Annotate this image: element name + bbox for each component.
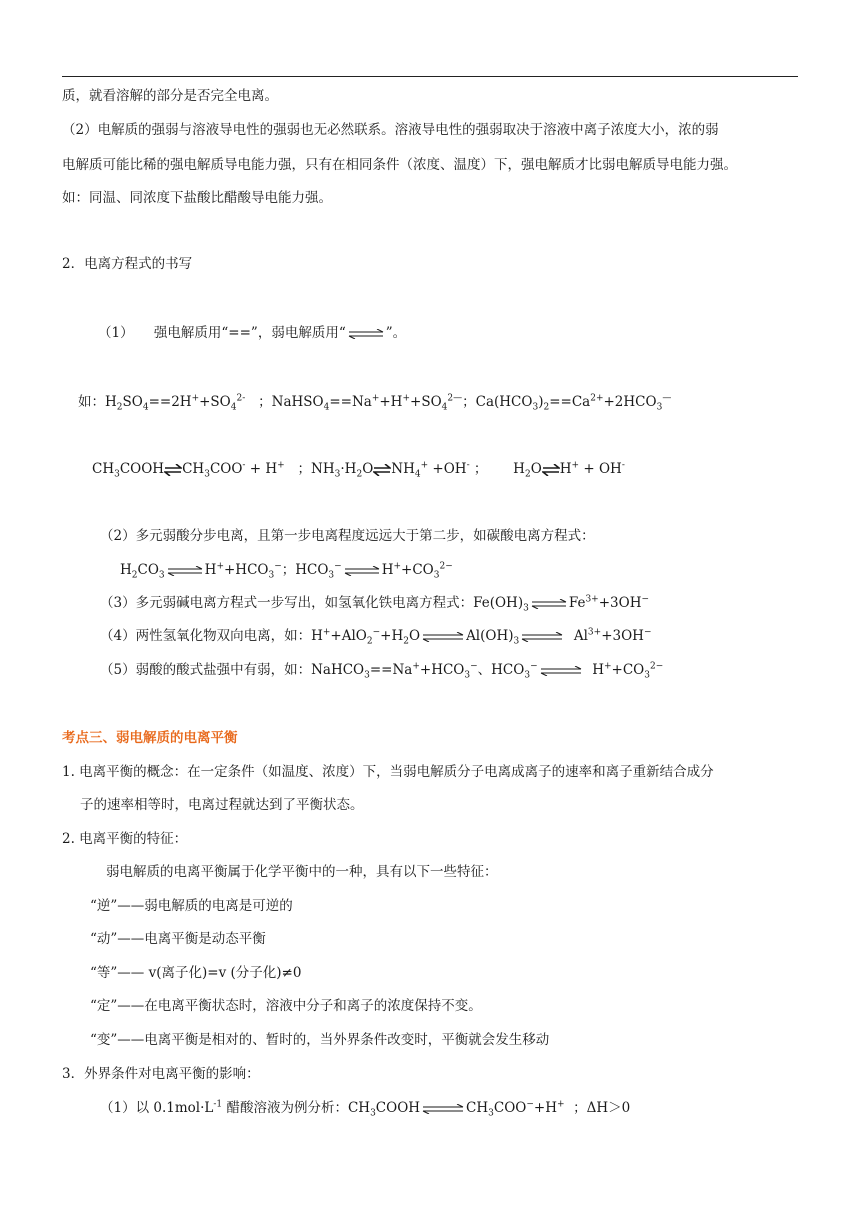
- feature-equal: “等”—— v(离子化)=v (分子化)≠0: [90, 965, 302, 981]
- rule-1-text-end: ”。: [385, 325, 407, 341]
- paragraph-2-line-2: 电解质可能比稀的强电解质导电能力强，只有在相同条件（浓度、温度）下，强电解质才比弱电解质导电能力强。: [62, 157, 737, 173]
- external-conditions-title: 3．外界条件对电离平衡的影响：: [62, 1066, 260, 1082]
- item-3: （3）多元弱碱电离方程式一步写出，如氢氧化铁电离方程式：$Fe(OH)_3$ $Fe^{3+}+3OH^-$: [100, 594, 650, 614]
- features-title: 2. 电离平衡的特征：: [62, 831, 188, 847]
- item-4-text: （4）两性氢氧化物双向电离，如：: [100, 628, 312, 644]
- section-2-title: 2．电离方程式的书写: [62, 256, 193, 272]
- acetic-acid-analysis: （1）以 $0.1mol\cdot L^{-1}$ 醋酸溶液为例分析：$CH_3COOH$ $CH_3COO^-+H^+$ ；ΔH＞0: [100, 1099, 631, 1119]
- item-3-text: （3）多元弱碱电离方程式一步写出，如氢氧化铁电离方程式：: [100, 595, 474, 611]
- equilibrium-arrow-icon: [343, 566, 381, 576]
- equilibrium-arrow-icon: [530, 599, 568, 609]
- equilibrium-arrow-icon: [347, 329, 385, 339]
- ionization-equilibrium-definition-line-2: 子的速率相等时，电离过程就达到了平衡状态。: [80, 797, 364, 813]
- equilibrium-arrow-icon: [373, 464, 391, 476]
- equilibrium-arrow-icon: [520, 632, 564, 642]
- equilibrium-arrow-icon: [164, 464, 182, 476]
- paragraph-2-line-3: 如：同温、同浓度下盐酸比醋酸导电能力强。: [62, 190, 332, 206]
- equilibrium-arrow-icon: [542, 464, 560, 476]
- feature-dynamic: “动”——电离平衡是动态平衡: [90, 931, 266, 947]
- item-5-text: （5）弱酸的酸式盐强中有弱，如：: [100, 662, 312, 678]
- paragraph-tail: 质，就看溶解的部分是否完全电离。: [62, 88, 278, 104]
- rule-1-text: 强电解质用“==”，弱电解质用“: [153, 325, 346, 341]
- analysis-unit: L: [204, 1100, 214, 1116]
- rule-1-number: （1）: [98, 325, 134, 341]
- rule-1: [98, 323, 406, 343]
- item-4: （4）两性氢氧化物双向电离，如：$H^++AlO_2^-+H_2O$ $Al(OH)_3$ $Al^{3+}+3OH^-$: [100, 627, 652, 647]
- weak-electrolyte-examples: $CH_3COOH$ $CH_3COO^- + H^+$ ；$NH_3\cdot H_2O$ $NH_4^+ +OH^-$ ； $H_2O$ H+ + OH-: [92, 460, 625, 480]
- header-rule: [62, 76, 798, 77]
- equilibrium-arrow-icon: [421, 632, 465, 642]
- example-prefix: 如：: [78, 394, 105, 410]
- equilibrium-arrow-icon: [166, 566, 204, 576]
- analysis-text-a: （1）以 0.1mol: [100, 1100, 201, 1116]
- equilibrium-arrow-icon: [421, 1104, 465, 1114]
- feature-reversible: “逆”——弱电解质的电离是可逆的: [90, 898, 293, 914]
- equilibrium-arrow-icon: [539, 666, 583, 676]
- paragraph-2-line-1: （2）电解质的强弱与溶液导电性的强弱也无必然联系。溶液导电性的强弱取决于溶液中离子浓度大小，浓的弱: [62, 122, 719, 138]
- carbonic-acid-equation: $H_2CO_3$ $H^++HCO_3^-$；$HCO_3^-$ $H^++CO_3^{2-}$: [120, 561, 453, 581]
- feature-fixed: “定”——在电离平衡状态时，溶液中分子和离子的浓度保持不变。: [90, 998, 482, 1014]
- strong-electrolyte-examples: 如：$H_2SO_4==2H^++SO_4^{2-}$ ；$NaHSO_4==Na^++H^++SO_4^{2—}$；$Ca(HCO_3)_2==Ca^{2+}+2HCO_3^—$: [78, 393, 672, 413]
- ionization-equilibrium-definition-line-1: 1. 电离平衡的概念：在一定条件（如温度、浓度）下，当弱电解质分子电离成离子的速率和离子重新结合成分: [62, 764, 714, 780]
- item-5: （5）弱酸的酸式盐强中有弱，如：$NaHCO_3==Na^++HCO_3^-$、$HCO_3^-$ $H^++CO_3^{2-}$: [100, 661, 664, 681]
- item-2-text: （2）多元弱酸分步电离，且第一步电离程度远远大于第二步，如碳酸电离方程式：: [100, 528, 595, 544]
- feature-changeable: “变”——电离平衡是相对的、暂时的，当外界条件改变时，平衡就会发生移动: [90, 1032, 550, 1048]
- analysis-text-b: 醋酸溶液为例分析：: [226, 1100, 348, 1116]
- features-intro: 弱电解质的电离平衡属于化学平衡中的一种，具有以下一些特征：: [106, 864, 498, 880]
- enthalpy-change: ；ΔH＞0: [573, 1100, 631, 1116]
- section-3-title: 考点三、弱电解质的电离平衡: [62, 730, 238, 746]
